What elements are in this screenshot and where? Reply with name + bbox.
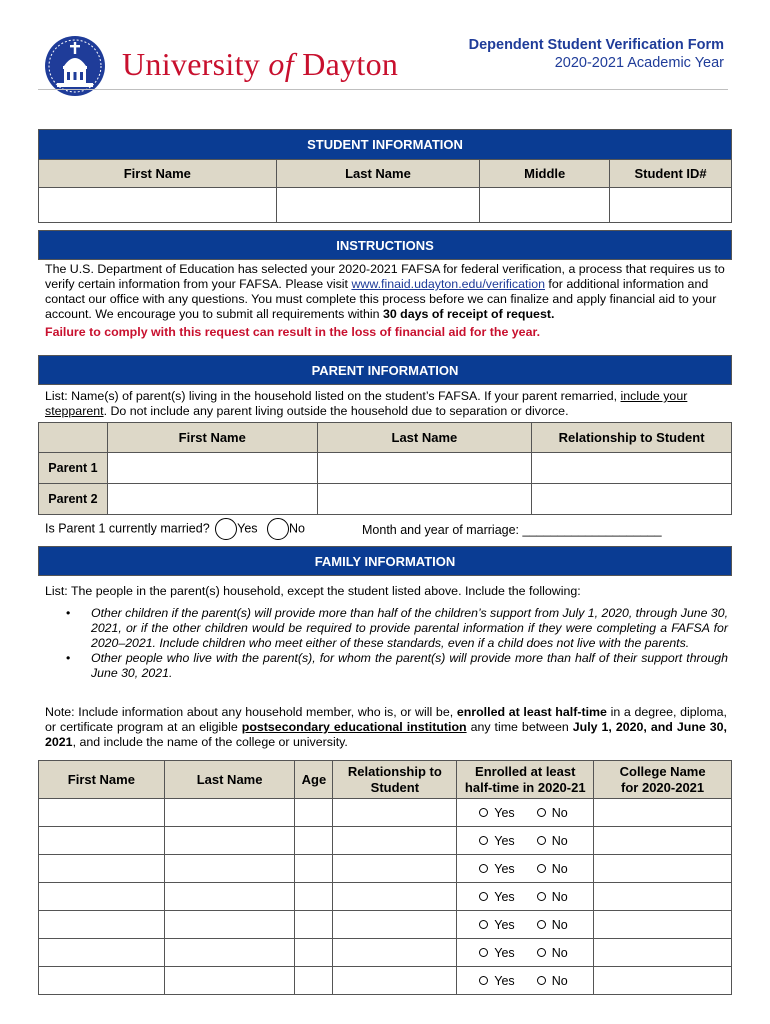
parent-2-label: Parent 2: [39, 484, 108, 515]
family-college-field[interactable]: [594, 911, 732, 939]
verification-link[interactable]: www.finaid.udayton.edu/verification: [351, 277, 545, 291]
parent-list-instructions: List: Name(s) of parent(s) living in the household listed on the student’s FAFSA. If your parent remarried, include your stepparent. Do not include any parent living outside the household due to separation or divorce.: [45, 389, 688, 418]
family-member-row: [39, 911, 732, 939]
enrolled-no-label: No: [551, 889, 568, 904]
family-col-enrolled: Enrolled at least half-time in 2020-21: [457, 761, 594, 799]
marriage-date-field[interactable]: ____________________: [522, 523, 662, 537]
parent-2-relationship-field[interactable]: [532, 484, 732, 515]
family-first-name-field[interactable]: [39, 827, 165, 855]
marriage-date-row: [362, 523, 662, 537]
married-yes-label: Yes: [237, 521, 258, 536]
family-enrolled-field: [457, 883, 594, 911]
family-member-row: [39, 799, 732, 827]
family-last-name-field[interactable]: [164, 827, 295, 855]
family-bullet-1: • Other children if the parent(s) will provide more than half of the children’s support from July 1, 2020, through June 30, 2021, or if the other children would be required to provide parental information if they were completing a FAFSA for 2020–2021. Include children who meet either of these standards, even if a child does not live with the parents.: [66, 606, 728, 650]
family-college-field[interactable]: [594, 939, 732, 967]
family-col-relationship: Relationship to Student: [333, 761, 457, 799]
parent-col-last-name: Last Name: [317, 423, 532, 453]
enrolled-no-label: No: [551, 917, 568, 932]
parent-table: [38, 422, 732, 515]
family-list-intro: List: The people in the parent(s) household, except the student listed above. Include the following:: [45, 584, 581, 598]
parent-col-first-name: First Name: [107, 423, 317, 453]
parent-1-last-name-field[interactable]: [317, 453, 532, 484]
family-college-field[interactable]: [594, 883, 732, 911]
enrolled-yes-radio[interactable]: [479, 948, 488, 957]
parent-1-first-name-field[interactable]: [107, 453, 317, 484]
family-relationship-field[interactable]: [333, 827, 457, 855]
family-info-header: FAMILY INFORMATION: [38, 546, 732, 576]
student-id-field[interactable]: [610, 188, 732, 223]
enrolled-yes-label: Yes: [494, 973, 515, 988]
family-age-field[interactable]: [295, 939, 333, 967]
family-col-age: Age: [295, 761, 333, 799]
family-member-row: [39, 883, 732, 911]
family-member-row: [39, 967, 732, 995]
form-title: Dependent Student Verification Form: [468, 37, 724, 53]
family-relationship-field[interactable]: [333, 799, 457, 827]
family-relationship-field[interactable]: [333, 883, 457, 911]
page-header: [0, 0, 770, 95]
family-relationship-field[interactable]: [333, 939, 457, 967]
family-relationship-field[interactable]: [333, 911, 457, 939]
student-info-table: [38, 129, 732, 223]
enrolled-yes-radio[interactable]: [479, 836, 488, 845]
instructions-header: INSTRUCTIONS: [38, 230, 732, 260]
family-age-field[interactable]: [295, 827, 333, 855]
parent-col-relationship: Relationship to Student: [532, 423, 732, 453]
married-no-label: No: [289, 521, 306, 536]
family-age-field[interactable]: [295, 967, 333, 995]
family-first-name-field[interactable]: [39, 799, 165, 827]
enrolled-yes-radio[interactable]: [479, 892, 488, 901]
enrolled-no-radio[interactable]: [537, 836, 546, 845]
family-age-field[interactable]: [295, 883, 333, 911]
university-seal-logo: [45, 36, 105, 96]
family-relationship-field[interactable]: [333, 855, 457, 883]
student-last-name-field[interactable]: [276, 188, 480, 223]
bullet-symbol-2: •: [66, 651, 71, 665]
instructions-text: The U.S. Department of Education has selected your 2020-2021 FAFSA for federal verification, a process that requires us to verify certain information from your FAFSA. Please visit www.finaid.udayton.edu/verification for additional information and contact our office with any questions. You must complete this process before we can finalize and apply financial aid to your account. We encourage you to submit all requirements within 30 days of receipt of request.: [45, 262, 725, 321]
enrolled-no-label: No: [551, 945, 568, 960]
family-age-field[interactable]: [295, 855, 333, 883]
parent-1-relationship-field[interactable]: [532, 453, 732, 484]
family-relationship-field[interactable]: [333, 967, 457, 995]
family-bullet-list: [60, 606, 728, 681]
family-table: [38, 760, 732, 995]
parent-col-label: [39, 423, 108, 453]
enrolled-no-radio[interactable]: [537, 948, 546, 957]
family-last-name-field[interactable]: [164, 855, 295, 883]
family-rows: [39, 799, 732, 995]
family-first-name-field[interactable]: [39, 911, 165, 939]
enrolled-no-label: No: [551, 861, 568, 876]
enrolled-yes-label: Yes: [494, 889, 515, 904]
enrolled-no-radio[interactable]: [537, 920, 546, 929]
enrolled-no-label: No: [551, 973, 568, 988]
married-question-row: [45, 518, 305, 540]
family-first-name-field[interactable]: [39, 967, 165, 995]
family-enrolled-field: [457, 911, 594, 939]
enrolled-yes-label: Yes: [494, 917, 515, 932]
family-col-last-name: Last Name: [164, 761, 295, 799]
enrolled-yes-radio[interactable]: [479, 976, 488, 985]
family-enrolled-field: [457, 855, 594, 883]
family-age-field[interactable]: [295, 799, 333, 827]
family-enrolled-field: [457, 967, 594, 995]
parent-info-header: PARENT INFORMATION: [38, 355, 732, 385]
family-member-row: [39, 939, 732, 967]
university-name: University of Dayton: [122, 46, 399, 82]
enrolled-yes-label: Yes: [494, 805, 515, 820]
enrolled-no-radio[interactable]: [537, 892, 546, 901]
enrolled-no-radio[interactable]: [537, 808, 546, 817]
enrolled-no-radio[interactable]: [537, 976, 546, 985]
enrolled-yes-label: Yes: [494, 945, 515, 960]
col-last-name: Last Name: [276, 160, 480, 188]
instructions-warning: Failure to comply with this request can result in the loss of financial aid for the year.: [45, 325, 541, 339]
enrolled-no-radio[interactable]: [537, 864, 546, 873]
family-college-field[interactable]: [594, 827, 732, 855]
enrolled-yes-label: Yes: [494, 861, 515, 876]
parent-2-last-name-field[interactable]: [317, 484, 532, 515]
col-middle: Middle: [480, 160, 610, 188]
family-college-field[interactable]: [594, 855, 732, 883]
family-last-name-field[interactable]: [164, 911, 295, 939]
enrolled-no-label: No: [551, 833, 568, 848]
parent-2-first-name-field[interactable]: [107, 484, 317, 515]
family-member-row: [39, 855, 732, 883]
family-first-name-field[interactable]: [39, 855, 165, 883]
enrolled-yes-label: Yes: [494, 833, 515, 848]
married-question: Is Parent 1 currently married?: [45, 521, 210, 536]
enrolled-no-label: No: [551, 805, 568, 820]
family-college-field[interactable]: [594, 799, 732, 827]
header-divider: [38, 89, 728, 90]
family-last-name-field[interactable]: [164, 883, 295, 911]
family-note: Note: Include information about any household member, who is, or will be, enrolled at least half-time in a degree, diploma, or certificate program at an eligible postsecondary educational institution any time between July 1, 2020, and June 30, 2021, and include the name of the college or university.: [45, 705, 727, 749]
family-enrolled-field: [457, 799, 594, 827]
family-last-name-field[interactable]: [164, 799, 295, 827]
marriage-date-label: Month and year of marriage:: [362, 523, 520, 537]
academic-year: 2020-2021 Academic Year: [554, 55, 724, 71]
student-info-header: STUDENT INFORMATION: [39, 130, 732, 160]
family-first-name-field[interactable]: [39, 883, 165, 911]
family-college-field[interactable]: [594, 967, 732, 995]
enrolled-yes-radio[interactable]: [479, 864, 488, 873]
bullet-symbol-1: •: [66, 606, 71, 620]
family-enrolled-field: [457, 827, 594, 855]
married-yes-radio[interactable]: [215, 518, 237, 540]
student-middle-field[interactable]: [480, 188, 610, 223]
student-first-name-field[interactable]: [39, 188, 277, 223]
enrolled-yes-radio[interactable]: [479, 920, 488, 929]
married-no-radio[interactable]: [267, 518, 289, 540]
family-member-row: [39, 827, 732, 855]
family-last-name-field[interactable]: [164, 939, 295, 967]
family-last-name-field[interactable]: [164, 967, 295, 995]
family-first-name-field[interactable]: [39, 939, 165, 967]
family-enrolled-field: [457, 939, 594, 967]
family-col-college: College Name for 2020-2021: [594, 761, 732, 799]
enrolled-yes-radio[interactable]: [479, 808, 488, 817]
parent-1-label: Parent 1: [39, 453, 108, 484]
family-age-field[interactable]: [295, 911, 333, 939]
family-col-first-name: First Name: [39, 761, 165, 799]
col-first-name: First Name: [39, 160, 277, 188]
col-student-id: Student ID#: [610, 160, 732, 188]
family-bullet-2: • Other people who live with the parent(s), for whom the parent(s) will provide more than half of their support through June 30, 2021.: [66, 651, 728, 680]
